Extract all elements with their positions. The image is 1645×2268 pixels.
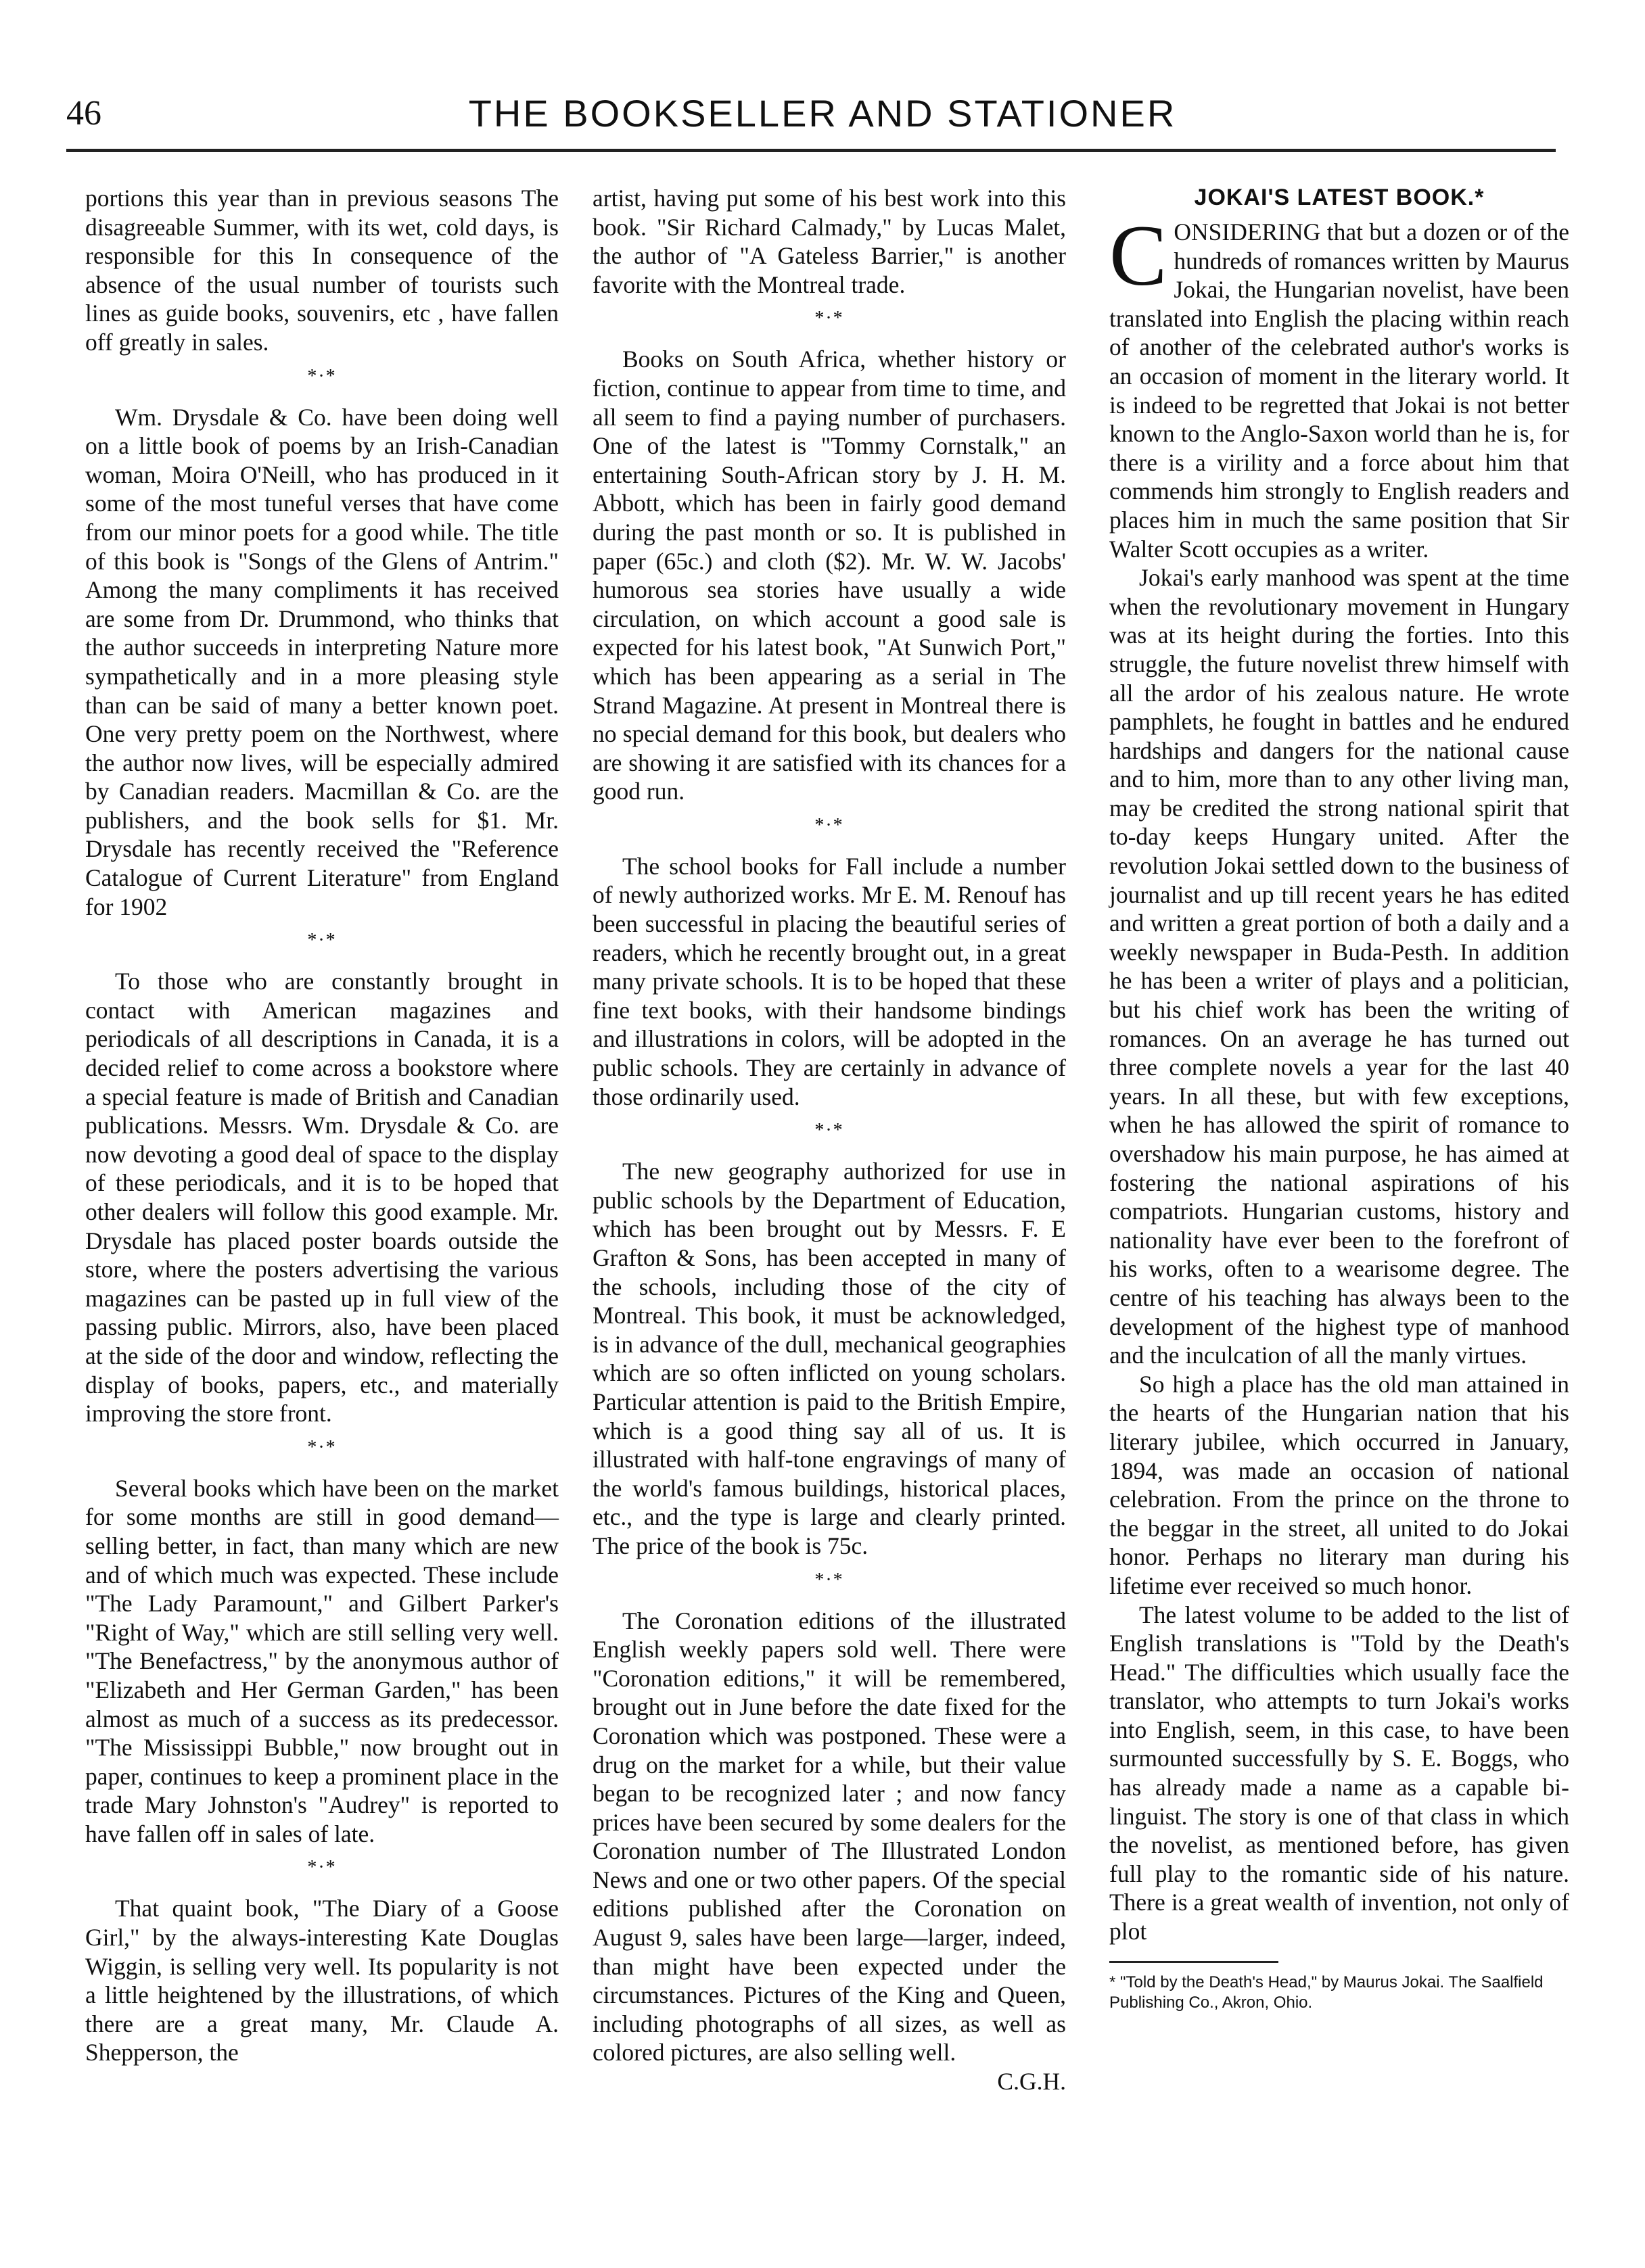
- section-separator: *·*: [814, 308, 844, 329]
- masthead-title: THE BOOKSELLER AND STATIONER: [468, 92, 1177, 135]
- column-1-paragraph: Wm. Drysdale & Co. have been doing well on a little book of poems by an Irish-Canadian woman, Moira O'Neill, who has produced in it some of the most tuneful verses that have come from our minor poets for a good while. The title of this book is "Songs of the Glens of Antrim." Among the many compliments it has received are some from Dr. Drummond, who thinks that the author succeeds in interpreting Nature more sympathetically and in a more pleasing style than can be said of many a better known poet. One very pretty poem on the Northwest, where the author now lives, will be especially admired by Canadian readers. Macmillan & Co. are the publishers, and the book sells for $1. Mr. Drysdale has recently received the "Reference Catalogue of Current Literature" from England for 1902: [85, 403, 559, 920]
- column-3: [1109, 184, 1569, 2013]
- column-2-paragraph: The Coronation editions of the illustrated English weekly papers sold well. There were "Coronation editions," it will be remembered, brought out in June before the date fixed for the Coronation which was postponed. These were a drug on the market for a while, but their value began to be recognized later ; and now fancy prices have been secured by some dealers for the Coronation number of The Illustrated London News and one or two other papers. Of the special editions published after the Coronation on August 9, sales have been large—larger, indeed, than might have been expected under the circumstances. Pictures of the King and Queen, including photographs of all sizes, as well as colored pictures, are also selling well.: [593, 1607, 1066, 2066]
- section-separator: *·*: [814, 1120, 844, 1141]
- column-1-paragraph: portions this year than in previous seasons The disagreeable Summer, with its wet, cold days, is responsible for this In consequence of the absence of the usual number of tourists such lines as guide books, souvenirs, etc , have fallen off greatly in sales.: [85, 185, 559, 356]
- column-2: [593, 184, 1066, 2096]
- section-separator: *·*: [307, 930, 337, 951]
- column-1-paragraph: That quaint book, "The Diary of a Goose Girl," by the always-interesting Kate Douglas Wiggin, is selling very well. Its popularity is not a little heightened by the illustrations, of which there are a great many, Mr. Claude A. Shepperson, the: [85, 1895, 559, 2066]
- column-2-paragraph: artist, having put some of his best work into this book. "Sir Richard Calmady," by Lucas Malet, the author of "A Gateless Barrier," is another favorite with the Montreal trade.: [593, 185, 1066, 298]
- column-2-paragraph: Books on South Africa, whether history or fiction, continue to appear from time to time, and all seem to find a paying number of purchasers. One of the latest is "Tommy Cornstalk," an entertaining South-African story by J. H. M. Abbott, which has been in fairly good demand during the past month or so. It is published in paper (65c.) and cloth ($2). Mr. W. W. Jacobs' humorous sea stories have usually a wide circulation, on which account a good sale is expected for his latest book, "At Sunwich Port," which has been appearing as a serial in The Strand Magazine. At present in Montreal there is no special demand for this book, but dealers who are showing it are satisfied with its chances for a good run.: [593, 346, 1066, 805]
- section-separator: *·*: [307, 1436, 337, 1458]
- author-signature: C.G.H.: [997, 2068, 1066, 2096]
- section-separator: *·*: [814, 1569, 844, 1590]
- section-separator: *·*: [307, 1857, 337, 1879]
- column-3-paragraph: The latest volume to be added to the list of English translations is "Told by the Death's Head." The difficulties which usually face the translator, who attempts to turn Jokai's works into English, seem, in this case, to have been surmounted successfully by S. E. Boggs, who has already made a name as a capable bi-linguist. The story is one of that class in which the novelist, as mentioned before, has given full play to the romantic side of his nature. There is a great wealth of invention, not only of plot: [1109, 1601, 1569, 1945]
- column-1: [85, 184, 559, 2067]
- footnote: * "Told by the Death's Head," by Maurus Jokai. The Saalfield Publishing Co., Akron, Ohio.: [1109, 1972, 1544, 2012]
- column-1-paragraph: Several books which have been on the market for some months are still in good demand—selling better, in fact, than many which are new and of which much was expected. These include "The Lady Paramount," and Gilbert Parker's "Right of Way," which are still selling very well. "The Benefactress," by the anonymous author of "Elizabeth and Her German Garden," has been almost as much of a success as its predecessor. "The Mississippi Bubble," now brought out in paper, continues to keep a prominent place in the trade Mary Johnston's "Audrey" is reported to have fallen off in sales of late.: [85, 1474, 559, 1847]
- section-separator: *·*: [814, 814, 844, 836]
- page-number: 46: [66, 94, 101, 133]
- column-1-paragraph: To those who are constantly brought in contact with American magazines and periodicals of all descriptions in Canada, it is a decided relief to come across a bookstore where a special feature is made of British and Canadian publications. Messrs. Wm. Drysdale & Co. are now devoting a good deal of space to the display of these periodicals, and it is to be hoped that other dealers will follow this good example. Mr. Drysdale has placed poster boards outside the store, where the posters advertising the various magazines can be pasted up in full view of the passing public. Mirrors, also, have been placed at the side of the door and window, reflecting the display of books, papers, etc., and materially improving the store front.: [85, 968, 559, 1427]
- footnote-rule: [1109, 1961, 1278, 1963]
- article-title: JOKAI'S LATEST BOOK.*: [1194, 185, 1485, 210]
- lead-paragraph-text: ONSIDERING that but a dozen or of the hundreds of romances written by Maurus Jokai, the Hungarian novelist, have been translated into English the placing within reach of another of the celebrated author's works is an occasion of moment in the literary world. It is indeed to be regretted that Jokai is not better known to the Anglo-Saxon world than he is, for there is a virility and a force about him that commends him strongly to English readers and places him in much the same position that Sir Walter Scott occupies as a writer.: [1109, 218, 1569, 563]
- section-separator: *·*: [307, 365, 337, 387]
- column-3-paragraph: So high a place has the old man attained in the hearts of the Hungarian nation that his literary jubilee, which occurred in January, 1894, was made an occasion of national celebration. From the prince on the throne to the beggar in the street, all united to do Jokai honor. Perhaps no literary man during his lifetime ever received so much honor.: [1109, 1370, 1569, 1599]
- column-3-paragraph: Jokai's early manhood was spent at the time when the revolutionary movement in Hungary was at its height during the forties. Into this struggle, the future novelist threw himself with all the ardor of his zealous nature. He wrote pamphlets, he fought in battles and he endured hardships and dangers for the national cause and to him, more than to any other living man, may be credited the strong national spirit that to-day keeps Hungary united. After the revolution Jokai settled down to the business of journalist and up till recent years he has edited and written a great portion of both a daily and a weekly newspaper in Buda-Pesth. In addition he has been a writer of plays and a politician, but his chief work has been the writing of romances. On an average he has turned out three complete novels a year for the last 40 years. In all these, but with few exceptions, when he has allowed the spirit of romance to overshadow his main purpose, he has aimed at fostering the national aspirations of his compatriots. Hungarian customs, history and nationality have ever been to the forefront of his works, often to a wearisome degree. The centre of his teaching has always been to the development of the highest type of manhood and the inculcation of all the manly virtues.: [1109, 564, 1569, 1369]
- column-3-paragraph: [1109, 208, 1569, 563]
- column-2-paragraph: The new geography authorized for use in public schools by the Department of Education, which has been brought out by Messrs. F. E Grafton & Sons, has been accepted in many of the schools, including those of the city of Montreal. This book, it must be acknowledged, is in advance of the dull, mechanical geographies which are so often inflicted on young scholars. Particular attention is paid to the British Empire, which is a good thing say all of us. It is illustrated with half-tone engravings of many of the world's famous buildings, historical places, etc., and the type is large and clearly printed. The price of the book is 75c.: [593, 1158, 1066, 1559]
- header-rule: [66, 149, 1556, 152]
- drop-cap: C: [1109, 208, 1167, 304]
- column-2-paragraph: The school books for Fall include a number of newly authorized works. Mr E. M. Renouf has been successful in placing the beautiful series of readers, which he recently brought out, in a great many private schools. It is to be hoped that these fine text books, with their handsome bindings and illustrations in colors, will be adopted in the public schools. They are certainly in advance of those ordinarily used.: [593, 852, 1066, 1110]
